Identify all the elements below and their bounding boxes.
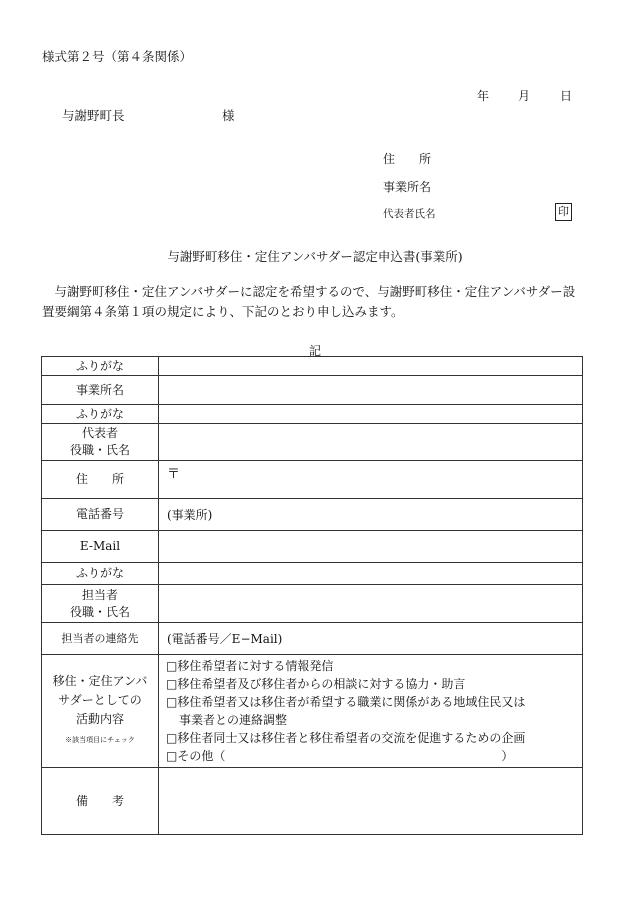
body-paragraph — [42, 282, 587, 322]
table-row — [42, 531, 583, 563]
table-row — [42, 655, 583, 768]
activity-note: ※該当項目にチェック — [65, 736, 135, 744]
application-table — [41, 356, 583, 835]
furigana-label: ふりがな — [42, 357, 159, 376]
activity-option-exchange[interactable]: □移住者同士又は移住者と移住希望者の交流を促進するための企画 — [166, 731, 526, 745]
representative-field[interactable] — [159, 424, 583, 461]
contact-person-label-line1: 担当者 — [81, 587, 118, 602]
remarks-field[interactable] — [159, 768, 583, 835]
applicant-office-label: 事業所名 — [383, 180, 432, 194]
date-year-label: 年 — [477, 89, 490, 103]
table-row — [42, 357, 583, 376]
form-number: 様式第２号（第４条関係） — [42, 49, 193, 64]
activity-option-liaison-cont: 事業者との連絡調整 — [179, 713, 288, 727]
activity-option-info[interactable]: □移住希望者に対する情報発信 — [166, 659, 334, 673]
contact-person-field[interactable] — [159, 585, 583, 623]
table-row — [42, 405, 583, 424]
table-row — [42, 563, 583, 585]
document-title: 与謝野町移住・定住アンバサダー認定申込書(事業所) — [167, 249, 463, 264]
other-close: ） — [501, 749, 514, 763]
table-row — [42, 461, 583, 499]
activity-option-consult[interactable]: □移住希望者及び移住者からの相談に対する協力・助言 — [166, 677, 466, 691]
rep-furigana-field[interactable] — [159, 405, 583, 424]
activity-option-other[interactable] — [166, 747, 582, 765]
phone-label: 電話番号 — [42, 499, 159, 531]
table-row — [42, 768, 583, 835]
body-text: 与謝野町移住・定住アンバサダーに認定を希望するので、与謝野町移住・定住アンバサダー設置要綱第４条第１項の規定により、下記のとおり申し込みます。 — [42, 284, 576, 319]
activity-label-line2: サダーとしての — [58, 693, 142, 707]
table-row — [42, 499, 583, 531]
activity-option-liaison[interactable]: □移住希望者又は移住者が希望する職業に関係がある地域住民又は — [166, 695, 526, 709]
date-day-label: 日 — [560, 89, 573, 103]
contact-info-label: 担当者の連絡先 — [42, 623, 159, 655]
email-label: E-Mail — [42, 531, 159, 563]
contact-person-label-line2: 役職・氏名 — [69, 604, 130, 619]
office-furigana-field[interactable] — [159, 357, 583, 376]
postal-mark: 〒 — [167, 467, 181, 482]
date-month-label: 月 — [518, 89, 531, 103]
representative-label-line1: 代表者 — [81, 426, 118, 440]
table-row — [42, 424, 583, 461]
other-open: □その他（ — [166, 749, 226, 763]
activity-label-line3: 活動内容 — [75, 712, 124, 726]
representative-label-line2: 役職・氏名 — [69, 443, 130, 457]
office-name-field[interactable] — [159, 376, 583, 405]
activity-label-line1: 移住・定住アンバ — [52, 674, 148, 688]
contact-info-field[interactable]: (電話番号／E−Mail) — [159, 623, 583, 655]
contact-person-label — [42, 585, 159, 623]
contact-furigana-field[interactable] — [159, 563, 583, 585]
address-field[interactable] — [159, 461, 583, 499]
activity-options — [159, 655, 583, 768]
honorific: 様 — [222, 108, 235, 123]
seal-stamp-box: 印 — [555, 203, 572, 221]
addressee: 与謝野町長 — [62, 108, 125, 123]
representative-label — [42, 424, 159, 461]
furigana-label: ふりがな — [42, 563, 159, 585]
furigana-label: ふりがな — [42, 405, 159, 424]
phone-field[interactable]: (事業所) — [159, 499, 583, 531]
office-name-label: 事業所名 — [42, 376, 159, 405]
table-row — [42, 585, 583, 623]
table-row — [42, 376, 583, 405]
ki-heading: 記 — [308, 344, 321, 358]
email-field[interactable] — [159, 531, 583, 563]
applicant-representative-label: 代表者氏名 — [383, 208, 436, 220]
applicant-address-label: 住 所 — [383, 152, 432, 166]
remarks-label: 備 考 — [42, 768, 159, 835]
table-row — [42, 623, 583, 655]
address-label: 住 所 — [42, 461, 159, 499]
activity-label — [42, 655, 159, 768]
